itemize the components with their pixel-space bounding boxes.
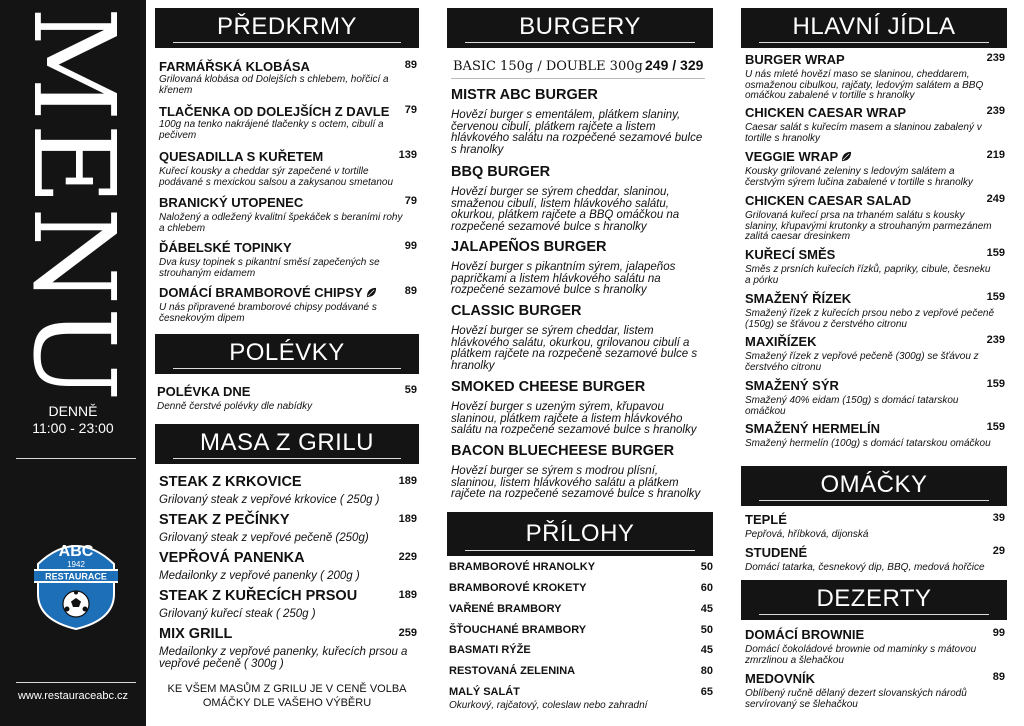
item-price: 99 <box>404 240 417 252</box>
item-name: SMAŽENÝ SÝR <box>745 378 839 393</box>
side-price: 60 <box>700 582 713 594</box>
sidebar-divider-bottom <box>16 682 136 683</box>
item-price: 29 <box>992 545 1005 557</box>
item-name: DOMÁCÍ BROWNIE <box>745 627 865 642</box>
item-name: BRANICKÝ UTOPENEC <box>159 195 304 210</box>
side-name: MALÝ SALÁT <box>449 686 520 698</box>
item-price: 239 <box>986 105 1005 117</box>
item-desc: Kuřecí kousky a cheddar sýr zapečené v tortille podávané s mexickou salsou a zakysanou smetanou <box>159 166 394 188</box>
item-name: CLASSIC BURGER <box>451 303 582 319</box>
side-price: 80 <box>700 665 713 677</box>
item-price: 239 <box>986 52 1005 64</box>
logo-abc-text: ABC <box>58 543 94 560</box>
restaurant-logo <box>34 534 118 630</box>
item-desc: Naložený a odležený kvalitní špekáček s beraními rohy a chlebem <box>159 212 403 234</box>
item-desc: Dva kusy topinek s pikantní směsí zapečených se strouhaným eidamem <box>159 257 380 279</box>
item-price: 159 <box>986 421 1005 433</box>
item-desc: Hovězí burger s uzeným sýrem, křupavou slaninou, plátkem rajčete a listem hlávkového salátu na rozpečené sezamové bulce s hranolky <box>451 401 697 436</box>
logo-year-text: 1942 <box>67 560 85 569</box>
side-price: 65 <box>700 686 713 698</box>
column-burgers <box>447 8 713 718</box>
sizes-divider <box>451 78 705 79</box>
item-price: 239 <box>986 334 1005 346</box>
section-header-dezerty: DEZERTY <box>741 580 1007 620</box>
item-desc: Hovězí burger se sýrem s modrou plísní, slaninou, listem hlávkového salátu a plátkem rajčete na rozpečené sezamové bulce s hranolky <box>451 465 701 500</box>
item-name: STEAK Z PEČÍNKY <box>159 512 290 528</box>
item-price: 219 <box>986 149 1005 161</box>
side-name: RESTOVANÁ ZELENINA <box>449 665 576 677</box>
item-desc: Hovězí burger se sýrem cheddar, listem hlávkového salátu, okurkou, grilovanou cibulí a plátkem rajčete na rozpečené sezamové bulce s hranolky <box>451 325 698 372</box>
website-link[interactable]: www.restauraceabc.cz <box>17 690 129 702</box>
item-desc: Smažený řízek z kuřecích prsou nebo z vepřové pečeně (150g) se šťávou z čerstvého citronu <box>745 308 995 330</box>
item-name: BURGER WRAP <box>745 52 845 67</box>
item-desc: Hovězí burger s pikantním sýrem, jalapeños papričkami a listem hlávkového salátu na rozpečené sezamové bulce s hranolky <box>451 261 676 296</box>
item-name: SMAŽENÝ ŘÍZEK <box>745 291 852 306</box>
item-desc: Grilovaný kuřecí steak ( 250g ) <box>159 608 316 620</box>
opening-hours <box>0 403 146 437</box>
item-price: 89 <box>404 285 417 297</box>
item-desc: Domácí čokoládové brownie od maminky s mátovou zmrzlinou a šlehačkou <box>745 644 977 666</box>
item-name <box>745 149 852 164</box>
item-price: 99 <box>992 627 1005 639</box>
item-price: 39 <box>992 512 1005 524</box>
item-price: 159 <box>986 247 1005 259</box>
side-price: 50 <box>700 624 713 636</box>
item-price: 159 <box>986 291 1005 303</box>
item-price: 189 <box>398 589 417 601</box>
item-name: JALAPEÑOS BURGER <box>451 239 607 255</box>
item-name: CHICKEN CAESAR SALAD <box>745 193 912 208</box>
item-desc: Kousky grilované zeleniny s ledovým salátem a čerstvým sýrem lučina zabalené v tortille s hranolky <box>745 166 973 188</box>
item-price: 89 <box>992 671 1005 683</box>
item-name: STUDENÉ <box>745 545 808 560</box>
section-header-masa: MASA Z GRILU <box>155 424 419 464</box>
hours-label: DENNĚ <box>48 403 98 419</box>
section-header-prilohy: PŘÍLOHY <box>447 512 713 556</box>
logo-band-text: RESTAURACE <box>45 571 107 582</box>
item-name: ĎÁBELSKÉ TOPINKY <box>159 240 292 255</box>
grill-note <box>155 682 419 710</box>
item-price: 79 <box>404 104 417 116</box>
hours-value: 11:00 - 23:00 <box>32 420 114 436</box>
item-price: 189 <box>398 513 417 525</box>
section-header-omacky: OMÁČKY <box>741 466 1007 506</box>
item-desc: Grilovaný steak z vepřové pečeně (250g) <box>159 532 369 544</box>
side-name: BRAMBOROVÉ HRANOLKY <box>449 561 596 573</box>
item-price: 139 <box>398 149 417 161</box>
item-name: SMOKED CHEESE BURGER <box>451 379 646 395</box>
burger-sizes: BASIC 150g / DOUBLE 300g <box>453 59 643 74</box>
item-name: BBQ BURGER <box>451 164 551 180</box>
item-desc: Caesar salát s kuřecím masem a slaninou zabalený v tortille s hranolky <box>745 122 982 144</box>
item-desc: Grilovaný steak z vepřové krkovice ( 250g ) <box>159 494 380 506</box>
item-price: 229 <box>398 551 417 563</box>
item-desc: Grilovaná klobása od Dolejších s chlebem, hořčicí a křenem <box>159 74 389 96</box>
item-desc: Medailonky z vepřové panenky ( 200g ) <box>159 570 360 582</box>
item-desc: Hovězí burger se sýrem cheddar, slaninou, smaženou cibulí, listem hlávkového salátu, okurkou, plátkem rajčete a BBQ omáčkou na rozpečené sezamové bulce s hranolky <box>451 186 680 233</box>
item-name: CHICKEN CAESAR WRAP <box>745 105 907 120</box>
item-desc: Smažený řízek z vepřové pečeně (300g) se šťávou z čerstvého citronu <box>745 351 979 373</box>
salad-note: Okurkový, rajčatový, coleslaw nebo zahradní <box>449 700 648 711</box>
item-desc: Smažený 40% eidam (150g) s domácí tatarskou omáčkou <box>745 395 959 417</box>
item-name: BACON BLUECHEESE BURGER <box>451 443 675 459</box>
item-desc: Medailonky z vepřové panenky, kuřecích prsou a vepřové pečeně ( 300g ) <box>159 646 408 670</box>
item-price: 79 <box>404 195 417 207</box>
item-name: STEAK Z KRKOVICE <box>159 474 302 490</box>
sides-list <box>449 558 713 718</box>
menu-title: MENU <box>8 6 138 404</box>
item-name: TLAČENKA OD DOLEJŠÍCH Z DAVLE <box>159 104 390 119</box>
side-name: BRAMBOROVÉ KROKETY <box>449 582 587 594</box>
item-desc: Grilovaná kuřecí prsa na trhaném salátu s kousky slaniny, křupavými krutonky a strouhaným parmezánem zalitá caesar dresinkem <box>745 210 992 242</box>
item-desc: Oblíbený ručně dělaný dezert slovanských národů servírovaný se šlehačkou <box>745 688 967 710</box>
item-price: 159 <box>986 378 1005 390</box>
item-desc: U nás mleté hovězí maso se slaninou, cheddarem, osmaženou cibulkou, rajčaty, ledovým salátem a BBQ omáčkou zabalené v tortille s hranolky <box>745 69 984 101</box>
item-desc: Domácí tatarka, česnekový dip, BBQ, medová hořčice <box>745 562 985 573</box>
grill-note-line2: OMÁČKY DLE VAŠEHO VÝBĚRU <box>202 697 372 709</box>
side-name: BASMATI RÝŽE <box>449 644 531 656</box>
item-name: KUŘECÍ SMĚS <box>745 247 836 262</box>
item-name: MISTR ABC BURGER <box>451 87 598 103</box>
side-name: ŠŤOUCHANÉ BRAMBORY <box>449 624 587 636</box>
item-name: SMAŽENÝ HERMELÍN <box>745 421 881 436</box>
item-name-text: DOMÁCÍ BRAMBOROVÉ CHIPSY <box>159 285 363 300</box>
burger-sizes-price: 249 / 329 <box>645 57 704 73</box>
item-price: 89 <box>404 59 417 71</box>
sidebar-divider <box>16 458 136 459</box>
side-name: VAŘENÉ BRAMBORY <box>449 603 562 615</box>
item-desc: Hovězí burger s ementálem, plátkem slaniny, červenou cibulí, plátkem rajčete a listem hlávkového salátu na rozpečené sezamové bulce s hranolky <box>451 109 703 156</box>
item-desc: Denně čerstvé polévky dle nabídky <box>157 401 313 412</box>
item-name: QUESADILLA S KUŘETEM <box>159 149 324 164</box>
item-name: VEPŘOVÁ PANENKA <box>159 550 305 566</box>
item-name: MAXIŘÍZEK <box>745 334 817 349</box>
item-desc: U nás připravené bramborové chipsy podávané s česnekovým dipem <box>159 302 377 324</box>
item-desc: 100g na tenko nakrájené tlačenky s octem, cibulí a pečivem <box>159 119 384 141</box>
grill-note-line1: KE VŠEM MASŮM Z GRILU JE V CENĚ VOLBA <box>167 683 407 695</box>
item-name: POLÉVKA DNE <box>157 384 251 399</box>
column-mains <box>741 8 1007 718</box>
item-price: 249 <box>986 193 1005 205</box>
item-price: 189 <box>398 475 417 487</box>
section-header-predkrmy: PŘEDKRMY <box>155 8 419 48</box>
side-price: 45 <box>700 644 713 656</box>
section-header-burgery: BURGERY <box>447 8 713 48</box>
side-price: 45 <box>700 603 713 615</box>
item-name: TEPLÉ <box>745 512 787 527</box>
item-price: 59 <box>404 384 417 396</box>
vegetarian-leaf-icon <box>366 287 377 298</box>
item-name: MIX GRILL <box>159 626 233 642</box>
vegetarian-leaf-icon <box>841 151 852 162</box>
item-price: 259 <box>398 627 417 639</box>
section-header-polevky: POLÉVKY <box>155 334 419 374</box>
item-desc: Smažený hermelín (100g) s domácí tatarskou omáčkou <box>745 438 991 449</box>
side-price: 50 <box>700 561 713 573</box>
item-name: FARMÁŘSKÁ KLOBÁSA <box>159 59 310 74</box>
item-name: MEDOVNÍK <box>745 671 816 686</box>
section-header-hlavni: HLAVNÍ JÍDLA <box>741 8 1007 48</box>
item-desc: Pepřová, hříbková, dijonská <box>745 529 869 540</box>
item-name: STEAK Z KUŘECÍCH PRSOU <box>159 588 358 604</box>
item-desc: Směs z prsních kuřecích řízků, papriky, cibule, česneku a pórku <box>745 264 991 286</box>
sidebar <box>0 0 146 726</box>
column-starters <box>155 8 419 718</box>
item-name <box>159 285 377 300</box>
item-name-text: VEGGIE WRAP <box>745 149 839 164</box>
